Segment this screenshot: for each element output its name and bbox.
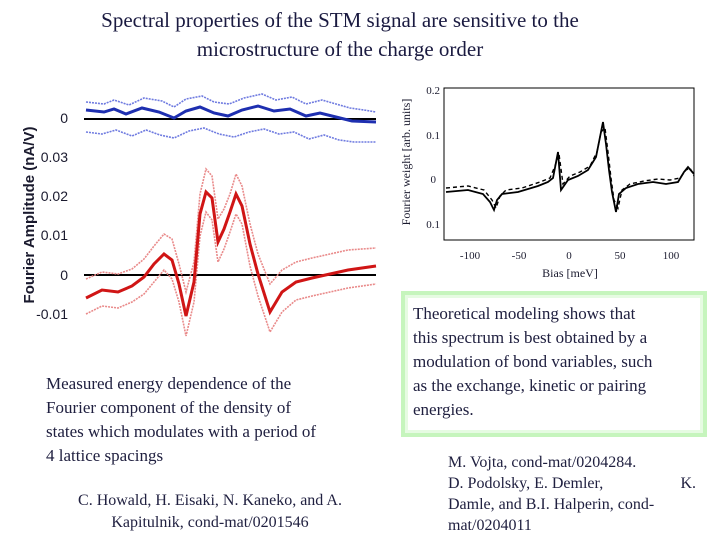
theory-note-box	[401, 291, 707, 437]
left-tick-0-bottom: 0	[60, 267, 68, 283]
credit-right-line-3: Damle, and B.I. Halperin, cond-	[448, 496, 655, 513]
right-xlabel: Bias [meV]	[542, 266, 598, 280]
theory-citation	[448, 452, 696, 536]
theory-line-2: this spectrum is best obtained by a	[413, 328, 648, 347]
theory-fourier-plot	[398, 82, 700, 282]
credit-right-line-2b: K.	[680, 475, 696, 492]
theory-line-5: energies.	[413, 400, 474, 419]
caption-line-3: states which modulates with a period of	[46, 422, 317, 441]
left-tick-minus001: -0.01	[36, 306, 68, 322]
left-tick-001: 0.01	[40, 227, 68, 243]
slide-title	[40, 6, 640, 64]
credit-left-line-1: C. Howald, H. Eisaki, N. Kaneko, and A.	[78, 492, 342, 509]
right-xtick-minus100: -100	[459, 250, 481, 262]
right-ytick-01-upper: 0.1	[426, 130, 440, 142]
measured-caption	[46, 372, 368, 468]
right-xtick-100: 100	[662, 250, 680, 262]
right-xtick-50: 50	[614, 250, 626, 262]
caption-line-1: Measured energy dependence of the	[46, 374, 292, 393]
title-line-1: Spectral properties of the STM signal are sensitive to the	[101, 8, 579, 32]
title-line-2: microstructure of the charge order	[196, 37, 484, 61]
theory-line-3: modulation of bond variables, such	[413, 352, 653, 371]
credit-right-line-1: M. Vojta, cond-mat/0204284.	[448, 454, 637, 471]
left-tick-002: 0.02	[40, 188, 68, 204]
right-ytick-02: 0.2	[426, 85, 440, 97]
right-ytick-0: 0	[430, 174, 436, 186]
measured-fourier-plot	[14, 74, 384, 356]
right-ytick-01-lower: 0.1	[426, 219, 440, 231]
credit-right-line-2	[448, 473, 696, 494]
left-ylabel: Fourier Amplitude (nA/V)	[21, 126, 38, 304]
theory-line-4: as the exchange, kinetic or pairing	[413, 376, 647, 395]
credit-right-line-4: mat/0204011	[448, 517, 532, 534]
theory-line-1: Theoretical modeling shows that	[413, 304, 636, 323]
measured-citation	[40, 490, 380, 534]
right-ylabel: Fourier weight [arb. units]	[399, 98, 413, 226]
credit-left-line-2: Kapitulnik, cond-mat/0201546	[111, 514, 309, 531]
caption-line-4: 4 lattice spacings	[46, 446, 164, 465]
caption-line-2: Fourier component of the density of	[46, 398, 292, 417]
left-tick-0-top: 0	[60, 110, 68, 126]
right-xtick-0: 0	[566, 250, 572, 262]
left-tick-003: 0.03	[40, 149, 68, 165]
right-plot-frame	[444, 88, 694, 240]
credit-right-line-2a: D. Podolsky, E. Demler,	[448, 475, 604, 492]
right-xtick-minus50: -50	[511, 250, 527, 262]
